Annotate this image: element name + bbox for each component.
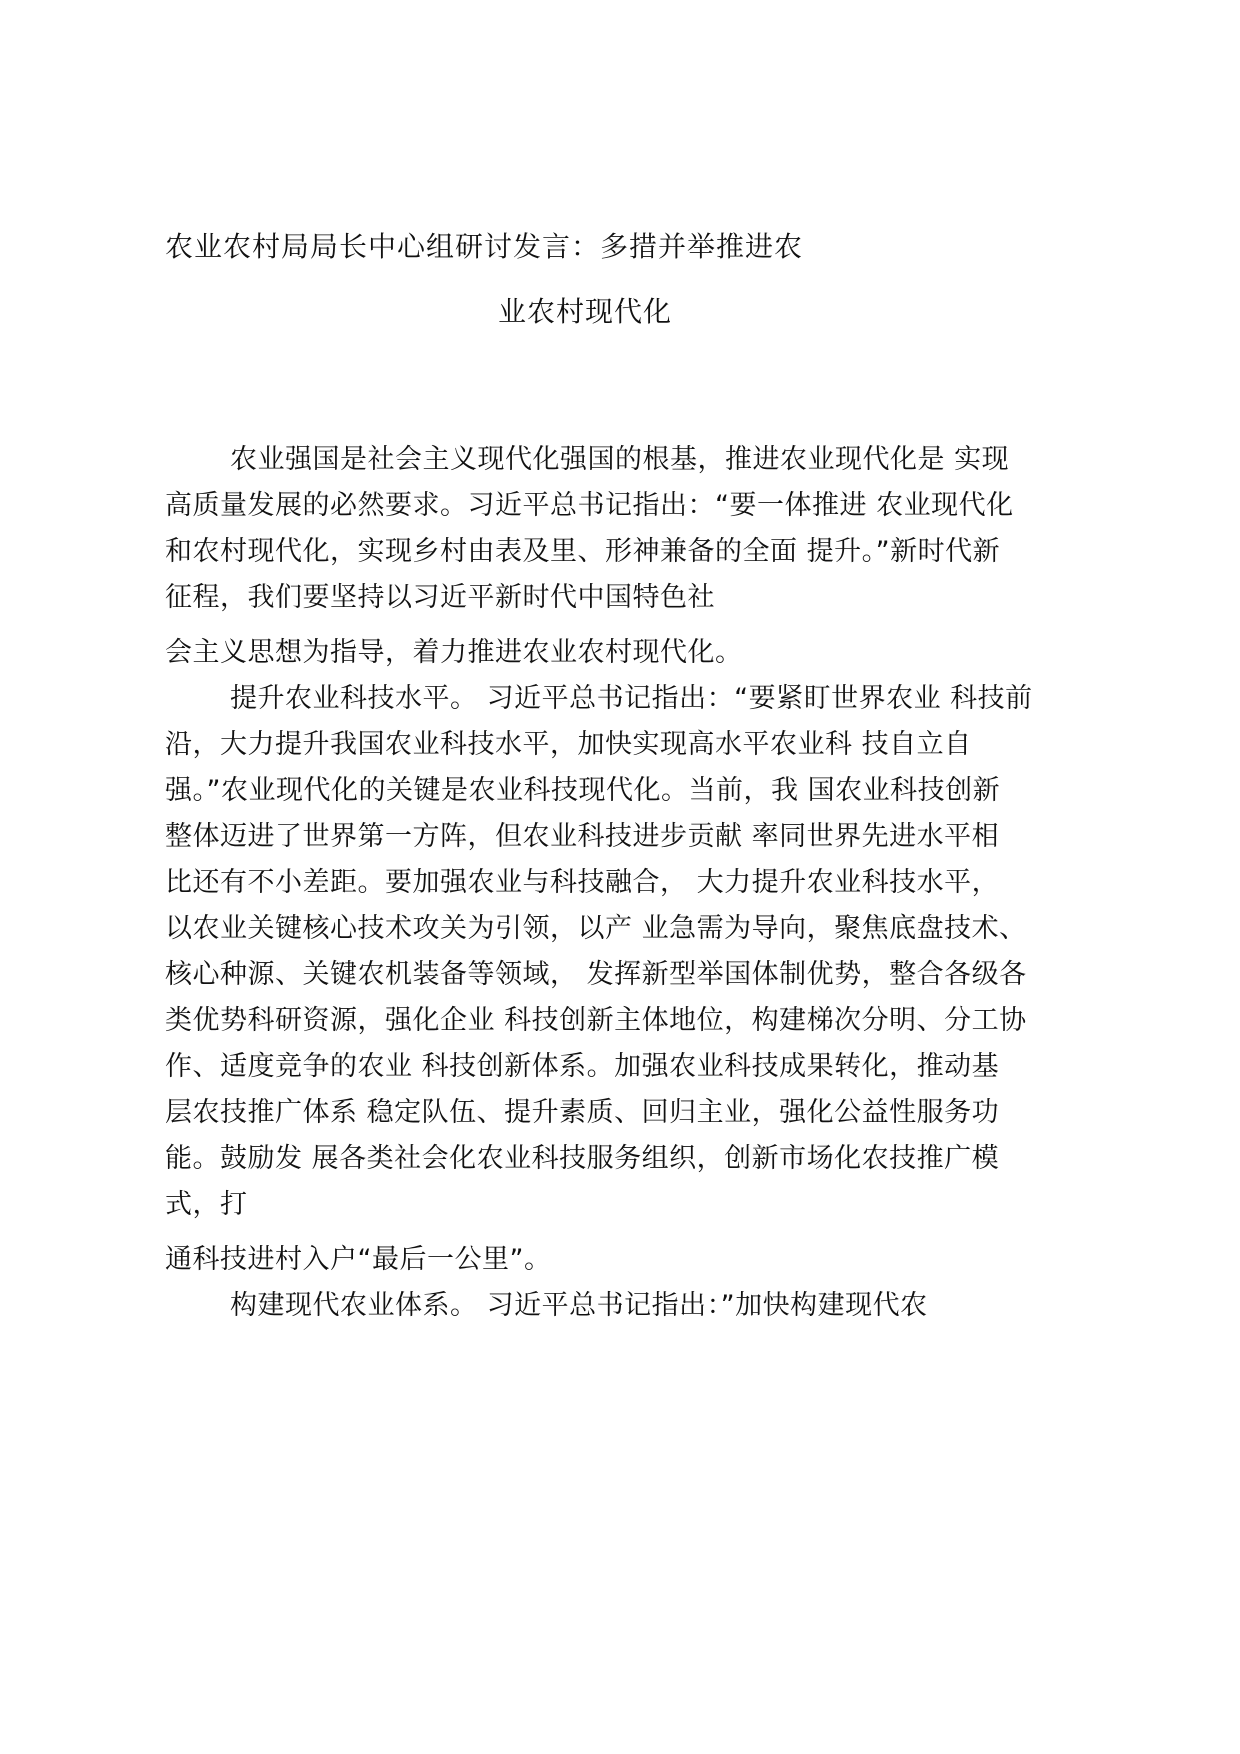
body-line: 和农村现代化，实现乡村由表及里、形神兼备的全面 提升。”新时代新 (165, 536, 1001, 567)
document-title-line-1: 农业农村局局长中心组研讨发言：多措并举推进农 (165, 230, 804, 263)
body-line: 式，打 (165, 1189, 248, 1220)
body-line: 类优势科研资源，强化企业 科技创新主体地位，构建梯次分明、分工协 (165, 1005, 1027, 1036)
body-line: 以农业关键核心技术攻关为引领，以产 业急需为导向，聚焦底盘技术、 (165, 913, 1027, 944)
body-line: 构建现代农业体系。 习近平总书记指出：”加快构建现代农 (230, 1290, 928, 1321)
document-title-line-2: 业农村现代化 (498, 295, 673, 328)
body-line: 强。”农业现代化的关键是农业科技现代化。当前，我 国农业科技创新 (165, 775, 1001, 806)
body-line: 农业强国是社会主义现代化强国的根基，推进农业现代化是 实现 (230, 444, 1010, 475)
body-line: 能。鼓励发 展各类社会化农业科技服务组织，创新市场化农技推广模 (165, 1143, 1000, 1174)
body-line: 作、适度竞争的农业 科技创新体系。加强农业科技成果转化，推动基 (165, 1051, 1000, 1082)
body-line: 比还有不小差距。要加强农业与科技融合， 大力提升农业科技水平， (165, 867, 1000, 898)
body-line: 通科技进村入户“最后一公里”。 (165, 1244, 552, 1275)
body-line: 层农技推广体系 稳定队伍、提升素质、回归主业，强化公益性服务功 (165, 1097, 1000, 1128)
body-line: 会主义思想为指导，着力推进农业农村现代化。 (165, 637, 743, 668)
body-line: 核心种源、关键农机装备等领域， 发挥新型举国体制优势，整合各级各 (165, 959, 1027, 990)
body-line: 征程，我们要坚持以习近平新时代中国特色社 (165, 582, 715, 613)
body-line: 提升农业科技水平。 习近平总书记指出：“要紧盯世界农业 科技前 (230, 683, 1033, 714)
body-line: 整体迈进了世界第一方阵，但农业科技进步贡献 率同世界先进水平相 (165, 821, 1000, 852)
body-line: 沿，大力提升我国农业科技水平，加快实现高水平农业科 技自立自 (165, 729, 972, 760)
body-line: 高质量发展的必然要求。习近平总书记指出：“要一体推进 农业现代化 (165, 490, 1014, 521)
